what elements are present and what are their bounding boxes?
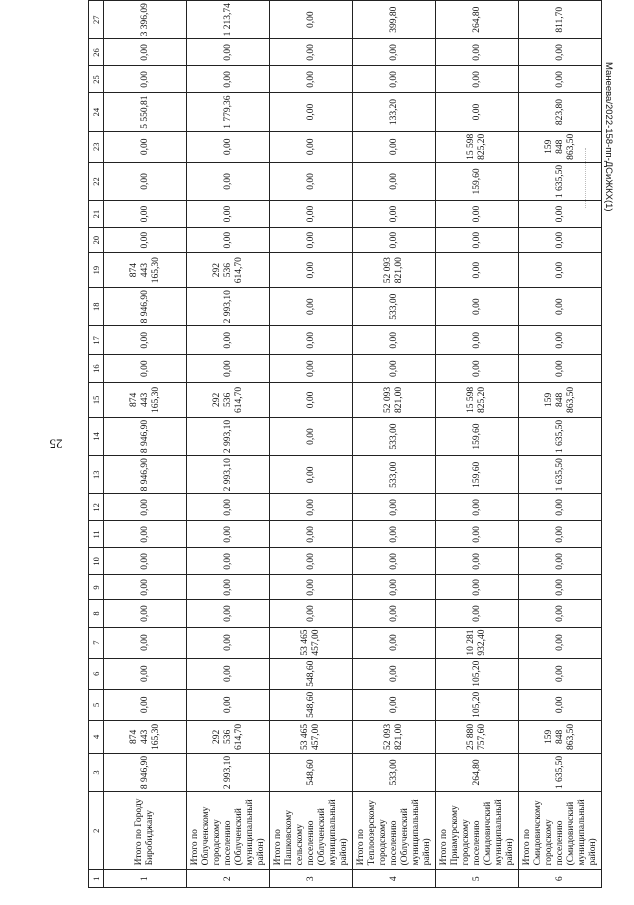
table-cell: 1 635,50 <box>519 753 602 791</box>
table-cell: 0,00 <box>519 600 602 627</box>
table-cell: 0,00 <box>436 66 519 93</box>
table-cell: 0,00 <box>104 627 187 658</box>
header-cell: 3 <box>89 753 104 791</box>
header-cell: 8 <box>89 600 104 627</box>
table-cell: 264,80 <box>436 753 519 791</box>
table-cell: 1 <box>104 870 187 888</box>
table-cell: 874 443 165,30 <box>104 382 187 417</box>
table-cell: 6 <box>519 870 602 888</box>
table-cell: 0,00 <box>270 600 353 627</box>
table-cell: 8 946,90 <box>104 417 187 455</box>
table-cell: 2 993,10 <box>187 456 270 494</box>
table-cell: 0,00 <box>104 548 187 575</box>
table-cell: 0,00 <box>436 93 519 131</box>
table-row <box>519 1 602 888</box>
table-cell: 0,00 <box>187 201 270 228</box>
table-cell: 548,60 <box>270 753 353 791</box>
table-cell: 533,00 <box>353 288 436 326</box>
table-cell: 0,00 <box>270 253 353 288</box>
table-cell: 105,20 <box>436 689 519 720</box>
table-row <box>187 1 270 888</box>
table-cell: 874 443 165,30 <box>104 720 187 753</box>
table-cell: 0,00 <box>104 131 187 162</box>
table-body <box>89 1 602 888</box>
table-cell: 0,00 <box>519 575 602 600</box>
row-name-cell: Итого по Смидовичскому городскому поселению (Смидовичский муниципальный район) <box>519 792 602 870</box>
table-cell: 0,00 <box>353 201 436 228</box>
table-cell: 533,00 <box>353 456 436 494</box>
table-cell: 0,00 <box>270 548 353 575</box>
table-cell: 0,00 <box>270 66 353 93</box>
table-row <box>270 1 353 888</box>
table-cell: 0,00 <box>104 66 187 93</box>
header-cell: 7 <box>89 627 104 658</box>
table-cell: 0,00 <box>519 288 602 326</box>
header-cell: 13 <box>89 456 104 494</box>
table-cell: 0,00 <box>353 627 436 658</box>
header-cell: 9 <box>89 575 104 600</box>
table-cell: 0,00 <box>519 326 602 355</box>
table-cell: 1 213,74 <box>187 1 270 39</box>
header-cell: 1 <box>89 870 104 888</box>
table-cell: 0,00 <box>436 600 519 627</box>
table-cell: 0,00 <box>187 39 270 66</box>
table-cell: 0,00 <box>353 131 436 162</box>
table-cell: 0,00 <box>519 201 602 228</box>
table-cell: 0,00 <box>519 548 602 575</box>
table-cell: 533,00 <box>353 417 436 455</box>
table-cell: 0,00 <box>187 600 270 627</box>
table-cell: 292 536 614,70 <box>187 720 270 753</box>
table-cell: 823,80 <box>519 93 602 131</box>
table-cell: 0,00 <box>187 627 270 658</box>
table-cell: 0,00 <box>104 228 187 253</box>
table-cell: 0,00 <box>519 355 602 383</box>
header-cell: 11 <box>89 521 104 548</box>
table-cell: 0,00 <box>353 521 436 548</box>
table-cell: 1 635,50 <box>519 456 602 494</box>
table-cell: 0,00 <box>436 326 519 355</box>
table-cell: 8 946,90 <box>104 753 187 791</box>
header-cell: 25 <box>89 66 104 93</box>
table-cell: 0,00 <box>270 355 353 383</box>
table-cell: 0,00 <box>353 658 436 689</box>
table-cell: 15 598 825,20 <box>436 382 519 417</box>
table-cell: 0,00 <box>104 689 187 720</box>
table-cell: 0,00 <box>270 521 353 548</box>
table-cell: 159 848 863,50 <box>519 131 602 162</box>
header-cell: 21 <box>89 201 104 228</box>
table-cell: 0,00 <box>270 326 353 355</box>
table-cell: 0,00 <box>436 575 519 600</box>
table-cell: 0,00 <box>270 39 353 66</box>
header-cell: 6 <box>89 658 104 689</box>
table-cell: 2 993,10 <box>187 753 270 791</box>
table-cell: 0,00 <box>353 228 436 253</box>
table-cell: 1 779,36 <box>187 93 270 131</box>
table-cell: 399,80 <box>353 1 436 39</box>
table-cell: 0,00 <box>270 382 353 417</box>
table-cell: 0,00 <box>519 228 602 253</box>
table-cell: 0,00 <box>104 575 187 600</box>
table-cell: 0,00 <box>436 548 519 575</box>
table-cell: 0,00 <box>353 494 436 521</box>
table-cell: 2 993,10 <box>187 288 270 326</box>
row-name-cell: Итого по Теплоозерскому городскому поселению (Облученский муниципальный район) <box>353 792 436 870</box>
table-cell: 0,00 <box>187 131 270 162</box>
header-cell: 10 <box>89 548 104 575</box>
table-cell: 0,00 <box>187 521 270 548</box>
table-cell: 0,00 <box>519 66 602 93</box>
table-cell: 52 093 821,00 <box>353 253 436 288</box>
table-cell: 0,00 <box>187 162 270 200</box>
table-cell: 3 396,09 <box>104 1 187 39</box>
header-cell: 2 <box>89 792 104 870</box>
table-cell: 0,00 <box>519 39 602 66</box>
header-cell: 17 <box>89 326 104 355</box>
table-cell: 0,00 <box>436 201 519 228</box>
table-cell: 0,00 <box>187 494 270 521</box>
table-cell: 0,00 <box>436 521 519 548</box>
table-cell: 811,70 <box>519 1 602 39</box>
row-name-cell: Итого по Приамурскому городскому поселению (Смидовичский муниципальный район) <box>436 792 519 870</box>
table-row <box>353 1 436 888</box>
header-cell: 20 <box>89 228 104 253</box>
table-cell: 548,60 <box>270 658 353 689</box>
header-cell: 4 <box>89 720 104 753</box>
table-cell: 0,00 <box>353 689 436 720</box>
table-cell: 0,00 <box>519 627 602 658</box>
table-cell: 0,00 <box>270 1 353 39</box>
table-cell: 4 <box>353 870 436 888</box>
table-cell: 0,00 <box>270 417 353 455</box>
table-cell: 0,00 <box>270 228 353 253</box>
table-cell: 292 536 614,70 <box>187 253 270 288</box>
table-cell: 0,00 <box>187 658 270 689</box>
table-cell: 53 465 457,00 <box>270 627 353 658</box>
table-cell: 0,00 <box>270 575 353 600</box>
header-cell: 22 <box>89 162 104 200</box>
table-cell: 0,00 <box>353 162 436 200</box>
table-cell: 0,00 <box>104 162 187 200</box>
table-cell: 0,00 <box>187 548 270 575</box>
table-cell: 0,00 <box>187 355 270 383</box>
table-cell: 0,00 <box>104 494 187 521</box>
table-cell: 0,00 <box>187 228 270 253</box>
table-cell: 0,00 <box>353 355 436 383</box>
table-cell: 0,00 <box>353 39 436 66</box>
header-cell: 15 <box>89 382 104 417</box>
table-cell: 0,00 <box>436 494 519 521</box>
table-cell: 0,00 <box>187 689 270 720</box>
table-cell: 0,00 <box>104 355 187 383</box>
table-cell: 0,00 <box>104 39 187 66</box>
table-cell: 133,20 <box>353 93 436 131</box>
table-cell: 0,00 <box>104 658 187 689</box>
table-cell: 0,00 <box>519 253 602 288</box>
table-cell: 0,00 <box>353 600 436 627</box>
table-cell: 0,00 <box>519 689 602 720</box>
table-cell: 5 550,81 <box>104 93 187 131</box>
table-cell: 0,00 <box>436 288 519 326</box>
table-cell: 0,00 <box>270 288 353 326</box>
header-cell: 19 <box>89 253 104 288</box>
row-name-cell: Итого по Пашковскому сельскому поселению (Облученский муниципальный район) <box>270 792 353 870</box>
table-cell: 53 465 457,00 <box>270 720 353 753</box>
table-cell: 5 <box>436 870 519 888</box>
table-cell: 0,00 <box>187 66 270 93</box>
data-table <box>88 0 602 888</box>
table-cell: 0,00 <box>104 201 187 228</box>
table-cell: 0,00 <box>436 39 519 66</box>
header-cell: 27 <box>89 1 104 39</box>
table-cell: 0,00 <box>353 326 436 355</box>
table-cell: 2 <box>187 870 270 888</box>
header-row <box>89 1 104 888</box>
table-cell: 8 946,90 <box>104 288 187 326</box>
table-cell: 0,00 <box>353 575 436 600</box>
table-cell: 0,00 <box>436 253 519 288</box>
table-cell: 1 635,50 <box>519 417 602 455</box>
table-cell: 0,00 <box>270 162 353 200</box>
table-cell: 25 880 757,60 <box>436 720 519 753</box>
table-cell: 0,00 <box>353 66 436 93</box>
table-cell: 2 993,10 <box>187 417 270 455</box>
table-row <box>104 1 187 888</box>
table-cell: 0,00 <box>104 600 187 627</box>
header-cell: 16 <box>89 355 104 383</box>
table-cell: 52 093 821,00 <box>353 382 436 417</box>
table-cell: 105,20 <box>436 658 519 689</box>
table-cell: 874 443 165,30 <box>104 253 187 288</box>
table-cell: 0,00 <box>270 201 353 228</box>
table-cell: 159 848 863,50 <box>519 720 602 753</box>
table-cell: 159,60 <box>436 456 519 494</box>
table-cell: 0,00 <box>353 548 436 575</box>
table-cell: 292 536 614,70 <box>187 382 270 417</box>
table-cell: 0,00 <box>187 326 270 355</box>
header-cell: 5 <box>89 689 104 720</box>
header-cell: 24 <box>89 93 104 131</box>
page-number: 25 <box>49 436 63 452</box>
table-cell: 548,60 <box>270 689 353 720</box>
table-cell: 159 848 863,50 <box>519 382 602 417</box>
table-cell: 0,00 <box>519 494 602 521</box>
table-cell: 0,00 <box>436 228 519 253</box>
table-cell: 15 598 825,20 <box>436 131 519 162</box>
table-cell: 0,00 <box>270 456 353 494</box>
table-cell: 52 093 821,00 <box>353 720 436 753</box>
table-cell: 0,00 <box>104 326 187 355</box>
row-name-cell: Итого по Городу Биробиджану <box>104 792 187 870</box>
table-cell: 159,60 <box>436 162 519 200</box>
table-cell: 0,00 <box>519 521 602 548</box>
table-cell: 0,00 <box>270 131 353 162</box>
table-cell: 0,00 <box>270 93 353 131</box>
table-cell: 1 635,50 <box>519 162 602 200</box>
table-cell: 533,00 <box>353 753 436 791</box>
header-cell: 23 <box>89 131 104 162</box>
header-cell: 12 <box>89 494 104 521</box>
table-row <box>436 1 519 888</box>
header-cell: 14 <box>89 417 104 455</box>
table-cell: 0,00 <box>519 658 602 689</box>
table-cell: 159,60 <box>436 417 519 455</box>
table-cell: 0,00 <box>270 494 353 521</box>
row-name-cell: Итого по Облученскому городскому поселению (Облученский муниципальный район) <box>187 792 270 870</box>
table-cell: 3 <box>270 870 353 888</box>
table-cell: 8 946,90 <box>104 456 187 494</box>
header-cell: 26 <box>89 39 104 66</box>
table-cell: 10 281 932,40 <box>436 627 519 658</box>
table-cell: 0,00 <box>187 575 270 600</box>
table-cell: 0,00 <box>436 355 519 383</box>
header-cell: 18 <box>89 288 104 326</box>
table-cell: 264,80 <box>436 1 519 39</box>
table-cell: 0,00 <box>104 521 187 548</box>
document-id: Манеева/2022-158-пп-ДСиЖКХ(1) <box>603 62 614 212</box>
